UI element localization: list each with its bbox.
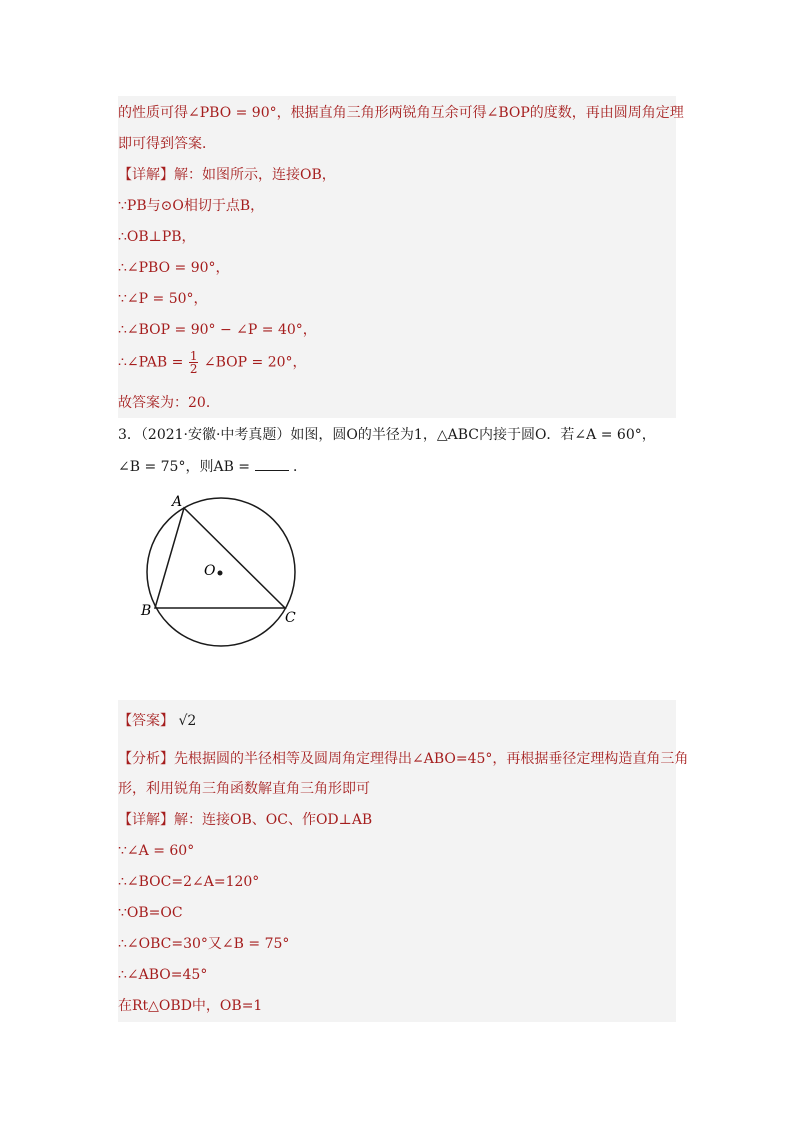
label-o: O xyxy=(204,563,216,579)
analysis-line: 【分析】先根据圆的半径相等及圆周角定理得出∠ABO=45°，再根据垂径定理构造直角三角 xyxy=(118,751,689,767)
answer-value: √2 xyxy=(178,713,197,729)
circle-triangle-figure xyxy=(130,488,310,658)
answer-line: 故答案为：20． xyxy=(118,395,220,411)
detail-line: 在Rt△OBD中，OB=1 xyxy=(118,998,263,1014)
detail-line: ∴∠ABO=45° xyxy=(118,967,208,983)
detail-line: ∵∠A = 60° xyxy=(118,843,195,859)
text-line: ∵PB与⊙O相切于点B， xyxy=(118,198,265,214)
solution-block-2 xyxy=(118,700,689,1022)
triangle-abc xyxy=(155,508,285,608)
text-line: 的性质可得∠PBO = 90°，根据直角三角形两锐角互余可得∠BOP的度数，再由圆周角定理 xyxy=(118,105,684,121)
label-a: A xyxy=(172,494,183,510)
text-line: ∴∠PBO = 90°， xyxy=(118,260,230,276)
question-line-2-suffix: ． xyxy=(292,459,307,475)
fraction xyxy=(189,350,199,375)
fraction-numerator: 1 xyxy=(189,349,198,363)
fraction-line xyxy=(118,350,307,375)
center-point-o xyxy=(218,571,223,576)
detail-line: 【详解】解：连接OB、OC、作OD⊥AB xyxy=(118,812,373,828)
fraction-suffix: ∠BOP = 20°， xyxy=(203,354,307,371)
text-line: 【详解】解：如图所示，连接OB， xyxy=(118,167,336,183)
solution-block-1 xyxy=(118,96,684,418)
question-line-2-prefix: ∠B = 75°，则AB = xyxy=(118,459,251,475)
answer-blank xyxy=(255,457,289,471)
analysis-line: 形，利用锐角三角函数解直角三角形即可 xyxy=(118,781,370,797)
question-line-2 xyxy=(118,457,307,476)
label-b: B xyxy=(141,603,152,619)
answer-row xyxy=(118,712,196,730)
text-line: ∴∠BOP = 90° − ∠P = 40°， xyxy=(118,322,317,338)
detail-line: ∵OB=OC xyxy=(118,905,183,921)
detail-line: ∴∠BOC=2∠A=120° xyxy=(118,874,260,890)
fraction-prefix: ∴∠PAB = xyxy=(118,354,184,371)
question-line-1: 3．（2021·安徽·中考真题）如图，圆O的半径为1，△ABC内接于圆O．若∠A = 60°， xyxy=(118,427,656,443)
answer-label: 【答案】 xyxy=(118,713,174,729)
text-line: 即可得到答案． xyxy=(118,136,216,152)
label-c: C xyxy=(285,610,296,626)
fraction-denominator: 2 xyxy=(189,362,198,376)
text-line: ∴OB⊥PB， xyxy=(118,229,196,245)
detail-line: ∴∠OBC=30°又∠B = 75° xyxy=(118,936,290,952)
text-line: ∵∠P = 50°， xyxy=(118,291,208,307)
